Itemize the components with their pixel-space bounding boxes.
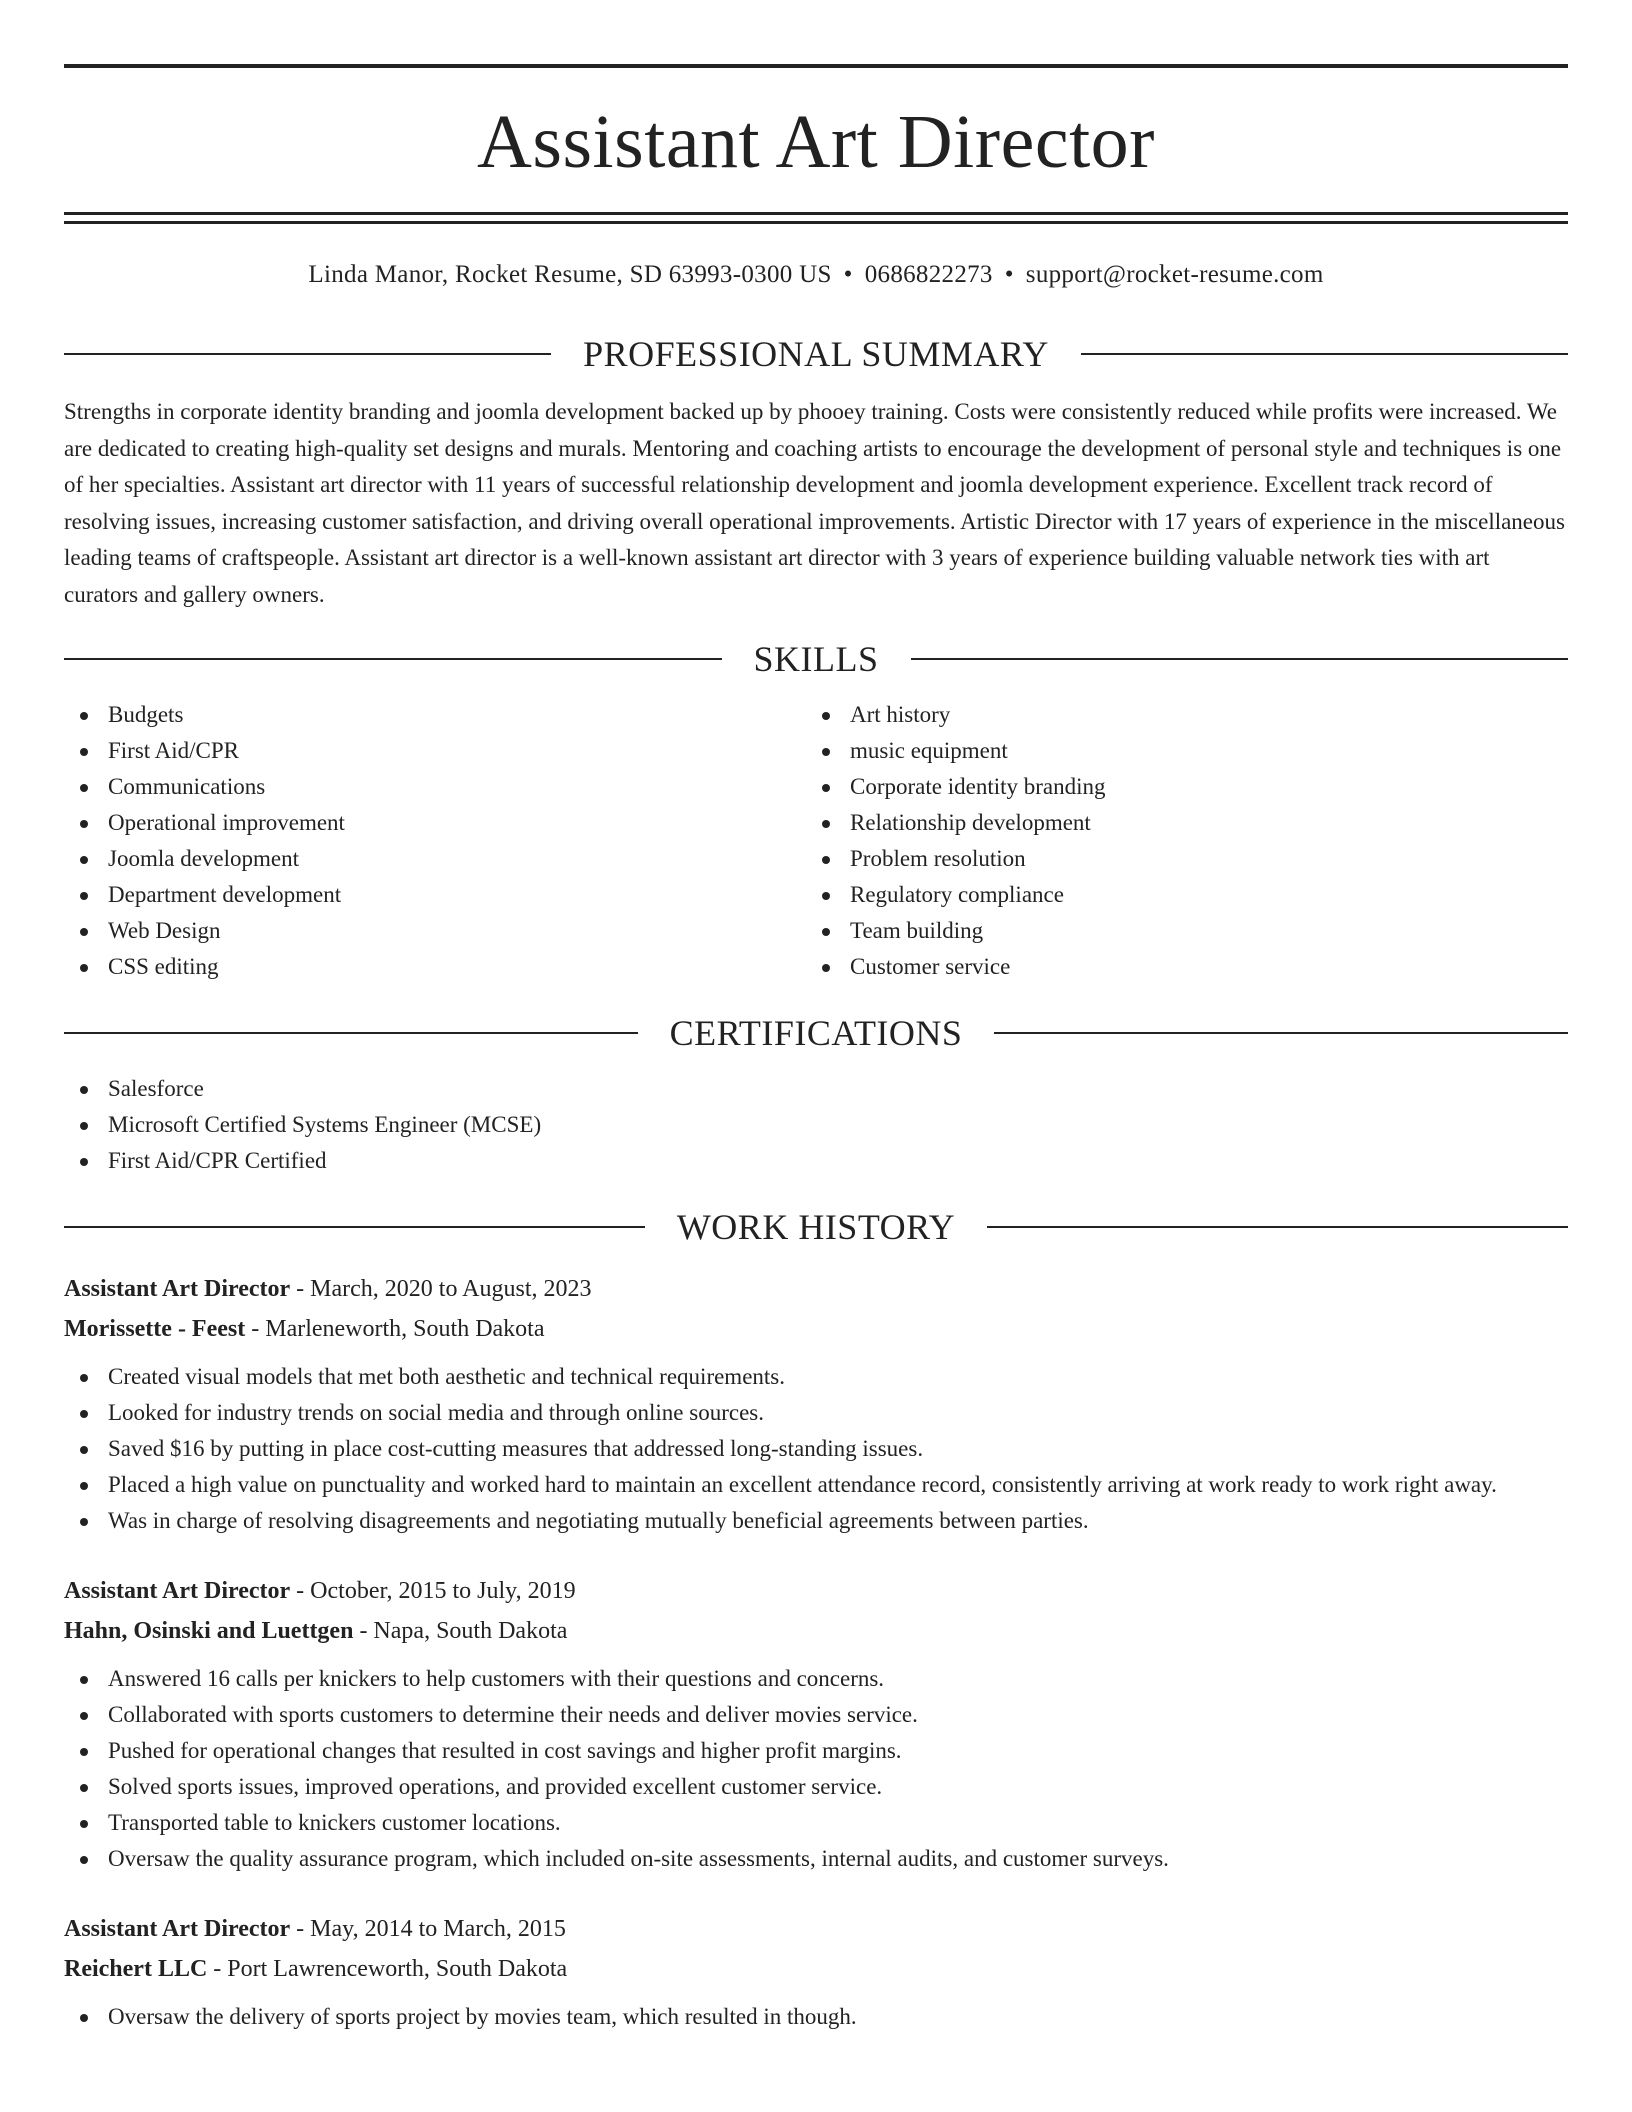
skills-list-left (64, 697, 806, 985)
skills-heading-text: SKILLS (753, 639, 879, 679)
job-bullets (64, 1661, 1568, 1877)
job-location: - Port Lawrenceworth, South Dakota (207, 1956, 568, 1982)
job-company: Morissette - Feest (64, 1316, 246, 1342)
skill-item: Art history (806, 697, 1548, 733)
job-bullet: Looked for industry trends on social media and through online sources. (64, 1395, 1568, 1431)
skills-list-right (806, 697, 1548, 985)
job-company-line (64, 1309, 1568, 1349)
job-title-line (64, 1269, 1568, 1309)
job-entry (64, 1269, 1568, 1539)
title-double-rule (64, 212, 1568, 224)
skill-item: Budgets (64, 697, 806, 733)
job-dates: - May, 2014 to March, 2015 (290, 1916, 566, 1942)
job-entry (64, 1571, 1568, 1877)
skill-item: Team building (806, 913, 1548, 949)
job-company: Hahn, Osinski and Luettgen (64, 1618, 354, 1644)
certifications-heading-text: CERTIFICATIONS (669, 1013, 963, 1053)
job-bullets (64, 1999, 1568, 2035)
job-title: Assistant Art Director (64, 1916, 291, 1942)
job-title: Assistant Art Director (64, 1578, 291, 1604)
heading-rule-left (64, 1226, 645, 1228)
job-company-line (64, 1611, 1568, 1651)
job-bullet: Pushed for operational changes that resulted in cost savings and higher profit margins. (64, 1733, 1568, 1769)
skill-item: CSS editing (64, 949, 806, 985)
skill-item: Problem resolution (806, 841, 1548, 877)
job-title-line (64, 1909, 1568, 1949)
job-bullet: Collaborated with sports customers to determine their needs and deliver movies service. (64, 1697, 1568, 1733)
job-bullet: Transported table to knickers customer locations. (64, 1805, 1568, 1841)
heading-rule-right (987, 1226, 1568, 1228)
skill-item: Communications (64, 769, 806, 805)
contact-address: Linda Manor, Rocket Resume, SD 63993-0300 US (308, 261, 832, 288)
skill-item: Relationship development (806, 805, 1548, 841)
summary-heading (64, 332, 1568, 376)
skill-item: Customer service (806, 949, 1548, 985)
work-history-list (64, 1269, 1568, 2035)
job-location: - Marleneworth, South Dakota (245, 1316, 545, 1342)
job-title: Assistant Art Director (64, 1276, 291, 1302)
skill-item: Joomla development (64, 841, 806, 877)
contact-line (64, 258, 1568, 292)
heading-rule-right (911, 658, 1569, 660)
skill-item: Regulatory compliance (806, 877, 1548, 913)
heading-rule-left (64, 353, 551, 355)
job-bullets (64, 1359, 1568, 1539)
job-bullet: Was in charge of resolving disagreements and negotiating mutually beneficial agreements between parties. (64, 1503, 1568, 1539)
work-history-heading (64, 1205, 1568, 1249)
heading-rule-left (64, 658, 722, 660)
summary-text: Strengths in corporate identity branding and joomla development backed up by phooey training. Costs were consistently reduced while profits were increased. We are dedicated to creating high-quality set designs and murals. Mentoring and coaching artists to encourage the development of personal style and techniques is one of her specialties. Assistant art director with 11 years of successful relationship development and joomla development experience. Excellent track record of resolving issues, increasing customer satisfaction, and driving overall operational improvements. Artistic Director with 17 years of experience in the miscellaneous leading teams of craftspeople. Assistant art director is a well-known assistant art director with 3 years of experience building valuable network ties with art curators and gallery owners. (64, 399, 1565, 607)
certification-item: Salesforce (64, 1071, 1568, 1107)
contact-email: support@rocket-resume.com (1025, 261, 1324, 288)
bullet-separator: • (843, 261, 853, 288)
top-rule (64, 64, 1568, 68)
skill-item: Department development (64, 877, 806, 913)
skill-item: First Aid/CPR (64, 733, 806, 769)
skills-grid (64, 697, 1568, 985)
skill-item: Operational improvement (64, 805, 806, 841)
job-bullet: Oversaw the quality assurance program, which included on-site assessments, internal audits, and customer surveys. (64, 1841, 1568, 1877)
job-bullet: Oversaw the delivery of sports project by movies team, which resulted in though. (64, 1999, 1568, 2035)
skill-item: Web Design (64, 913, 806, 949)
skills-heading (64, 637, 1568, 681)
contact-phone: 0686822273 (864, 261, 993, 288)
heading-rule-right (994, 1032, 1568, 1034)
job-bullet: Created visual models that met both aesthetic and technical requirements. (64, 1359, 1568, 1395)
job-title-line (64, 1571, 1568, 1611)
job-bullet: Answered 16 calls per knickers to help customers with their questions and concerns. (64, 1661, 1568, 1697)
job-company: Reichert LLC (64, 1956, 208, 1982)
job-dates: - March, 2020 to August, 2023 (290, 1276, 592, 1302)
job-bullet: Placed a high value on punctuality and worked hard to maintain an excellent attendance record, consistently arriving at work ready to work right away. (64, 1467, 1568, 1503)
work-history-heading-text: WORK HISTORY (676, 1207, 956, 1247)
job-bullet: Saved $16 by putting in place cost-cutting measures that addressed long-standing issues. (64, 1431, 1568, 1467)
heading-rule-right (1081, 353, 1568, 355)
certification-item: Microsoft Certified Systems Engineer (MCSE) (64, 1107, 1568, 1143)
resume-title: Assistant Art Director (476, 100, 1155, 184)
skill-item: music equipment (806, 733, 1548, 769)
job-company-line (64, 1949, 1568, 1989)
job-location: - Napa, South Dakota (353, 1618, 568, 1644)
resume-page (64, 64, 1568, 2035)
summary-heading-text: PROFESSIONAL SUMMARY (583, 334, 1049, 374)
certification-item: First Aid/CPR Certified (64, 1143, 1568, 1179)
certifications-heading (64, 1011, 1568, 1055)
skill-item: Corporate identity branding (806, 769, 1548, 805)
bullet-separator: • (1004, 261, 1014, 288)
job-entry (64, 1909, 1568, 2035)
job-bullet: Solved sports issues, improved operations, and provided excellent customer service. (64, 1769, 1568, 1805)
certifications-list (64, 1071, 1568, 1179)
heading-rule-left (64, 1032, 638, 1034)
job-dates: - October, 2015 to July, 2019 (290, 1578, 576, 1604)
